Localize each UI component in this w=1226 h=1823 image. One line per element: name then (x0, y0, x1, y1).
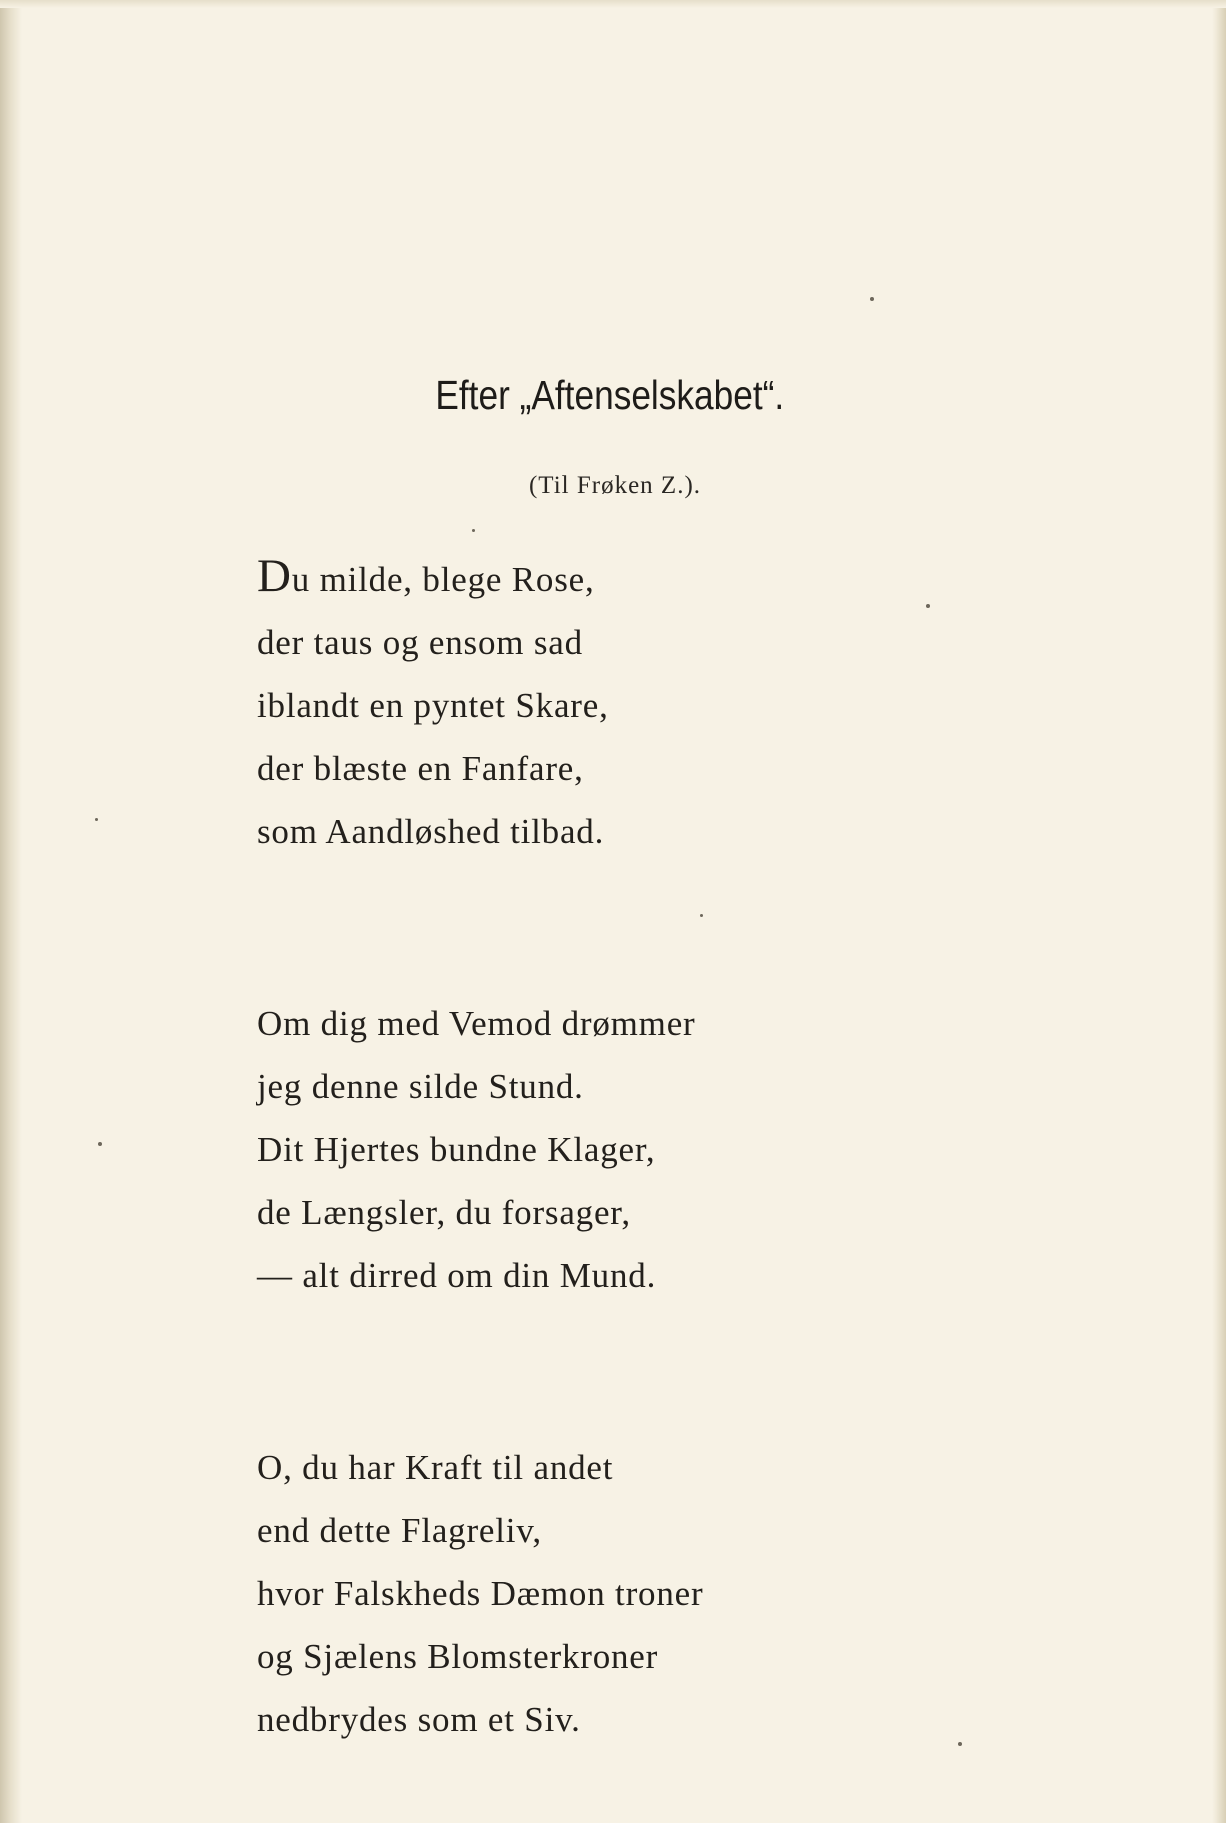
poem-line: end dette Flagreliv, (257, 1511, 542, 1550)
poem-body (257, 548, 877, 1751)
poem-line: Du milde, blege Rose, (257, 550, 595, 602)
poem-line: der taus og ensom sad (257, 623, 583, 662)
page-edge-right (1212, 0, 1226, 1823)
poem-line: nedbrydes som et Siv. (257, 1700, 581, 1739)
stanza-1 (257, 548, 877, 863)
poem-line: iblandt en pyntet Skare, (257, 686, 609, 725)
poem-line: jeg denne silde Stund. (257, 1067, 584, 1106)
stanza-2 (257, 992, 877, 1307)
paper-speck (95, 818, 98, 821)
poem-line: de Længsler, du forsager, (257, 1193, 631, 1232)
paper-speck (926, 604, 930, 608)
page-edge-left (0, 0, 22, 1823)
poem-line: — alt dirred om din Mund. (257, 1256, 657, 1295)
paper-speck (472, 529, 475, 532)
poem-line: og Sjælens Blomsterkroner (257, 1637, 659, 1676)
paper-speck (700, 914, 703, 917)
poem-line: som Aandløshed tilbad. (257, 812, 605, 851)
page-edge-top (0, 0, 1226, 8)
paper-speck (958, 1742, 962, 1746)
stanza-3 (257, 1436, 877, 1751)
paper-speck (870, 297, 874, 301)
poem-dedication: (Til Frøken Z.). (528, 472, 702, 499)
stanza-break (257, 1307, 877, 1436)
poem-line: Dit Hjertes bundne Klager, (257, 1130, 656, 1169)
poem-line: O, du har Kraft til andet (257, 1448, 614, 1487)
paper-speck (98, 1142, 102, 1146)
poem-line: Om dig med Vemod drømmer (257, 1004, 696, 1043)
poem-title: Efter „Aftenselskabet“. (435, 372, 785, 418)
poem-line: hvor Falskheds Dæmon troner (257, 1574, 704, 1613)
poem-line: der blæste en Fanfare, (257, 749, 584, 788)
stanza-break (257, 863, 877, 992)
